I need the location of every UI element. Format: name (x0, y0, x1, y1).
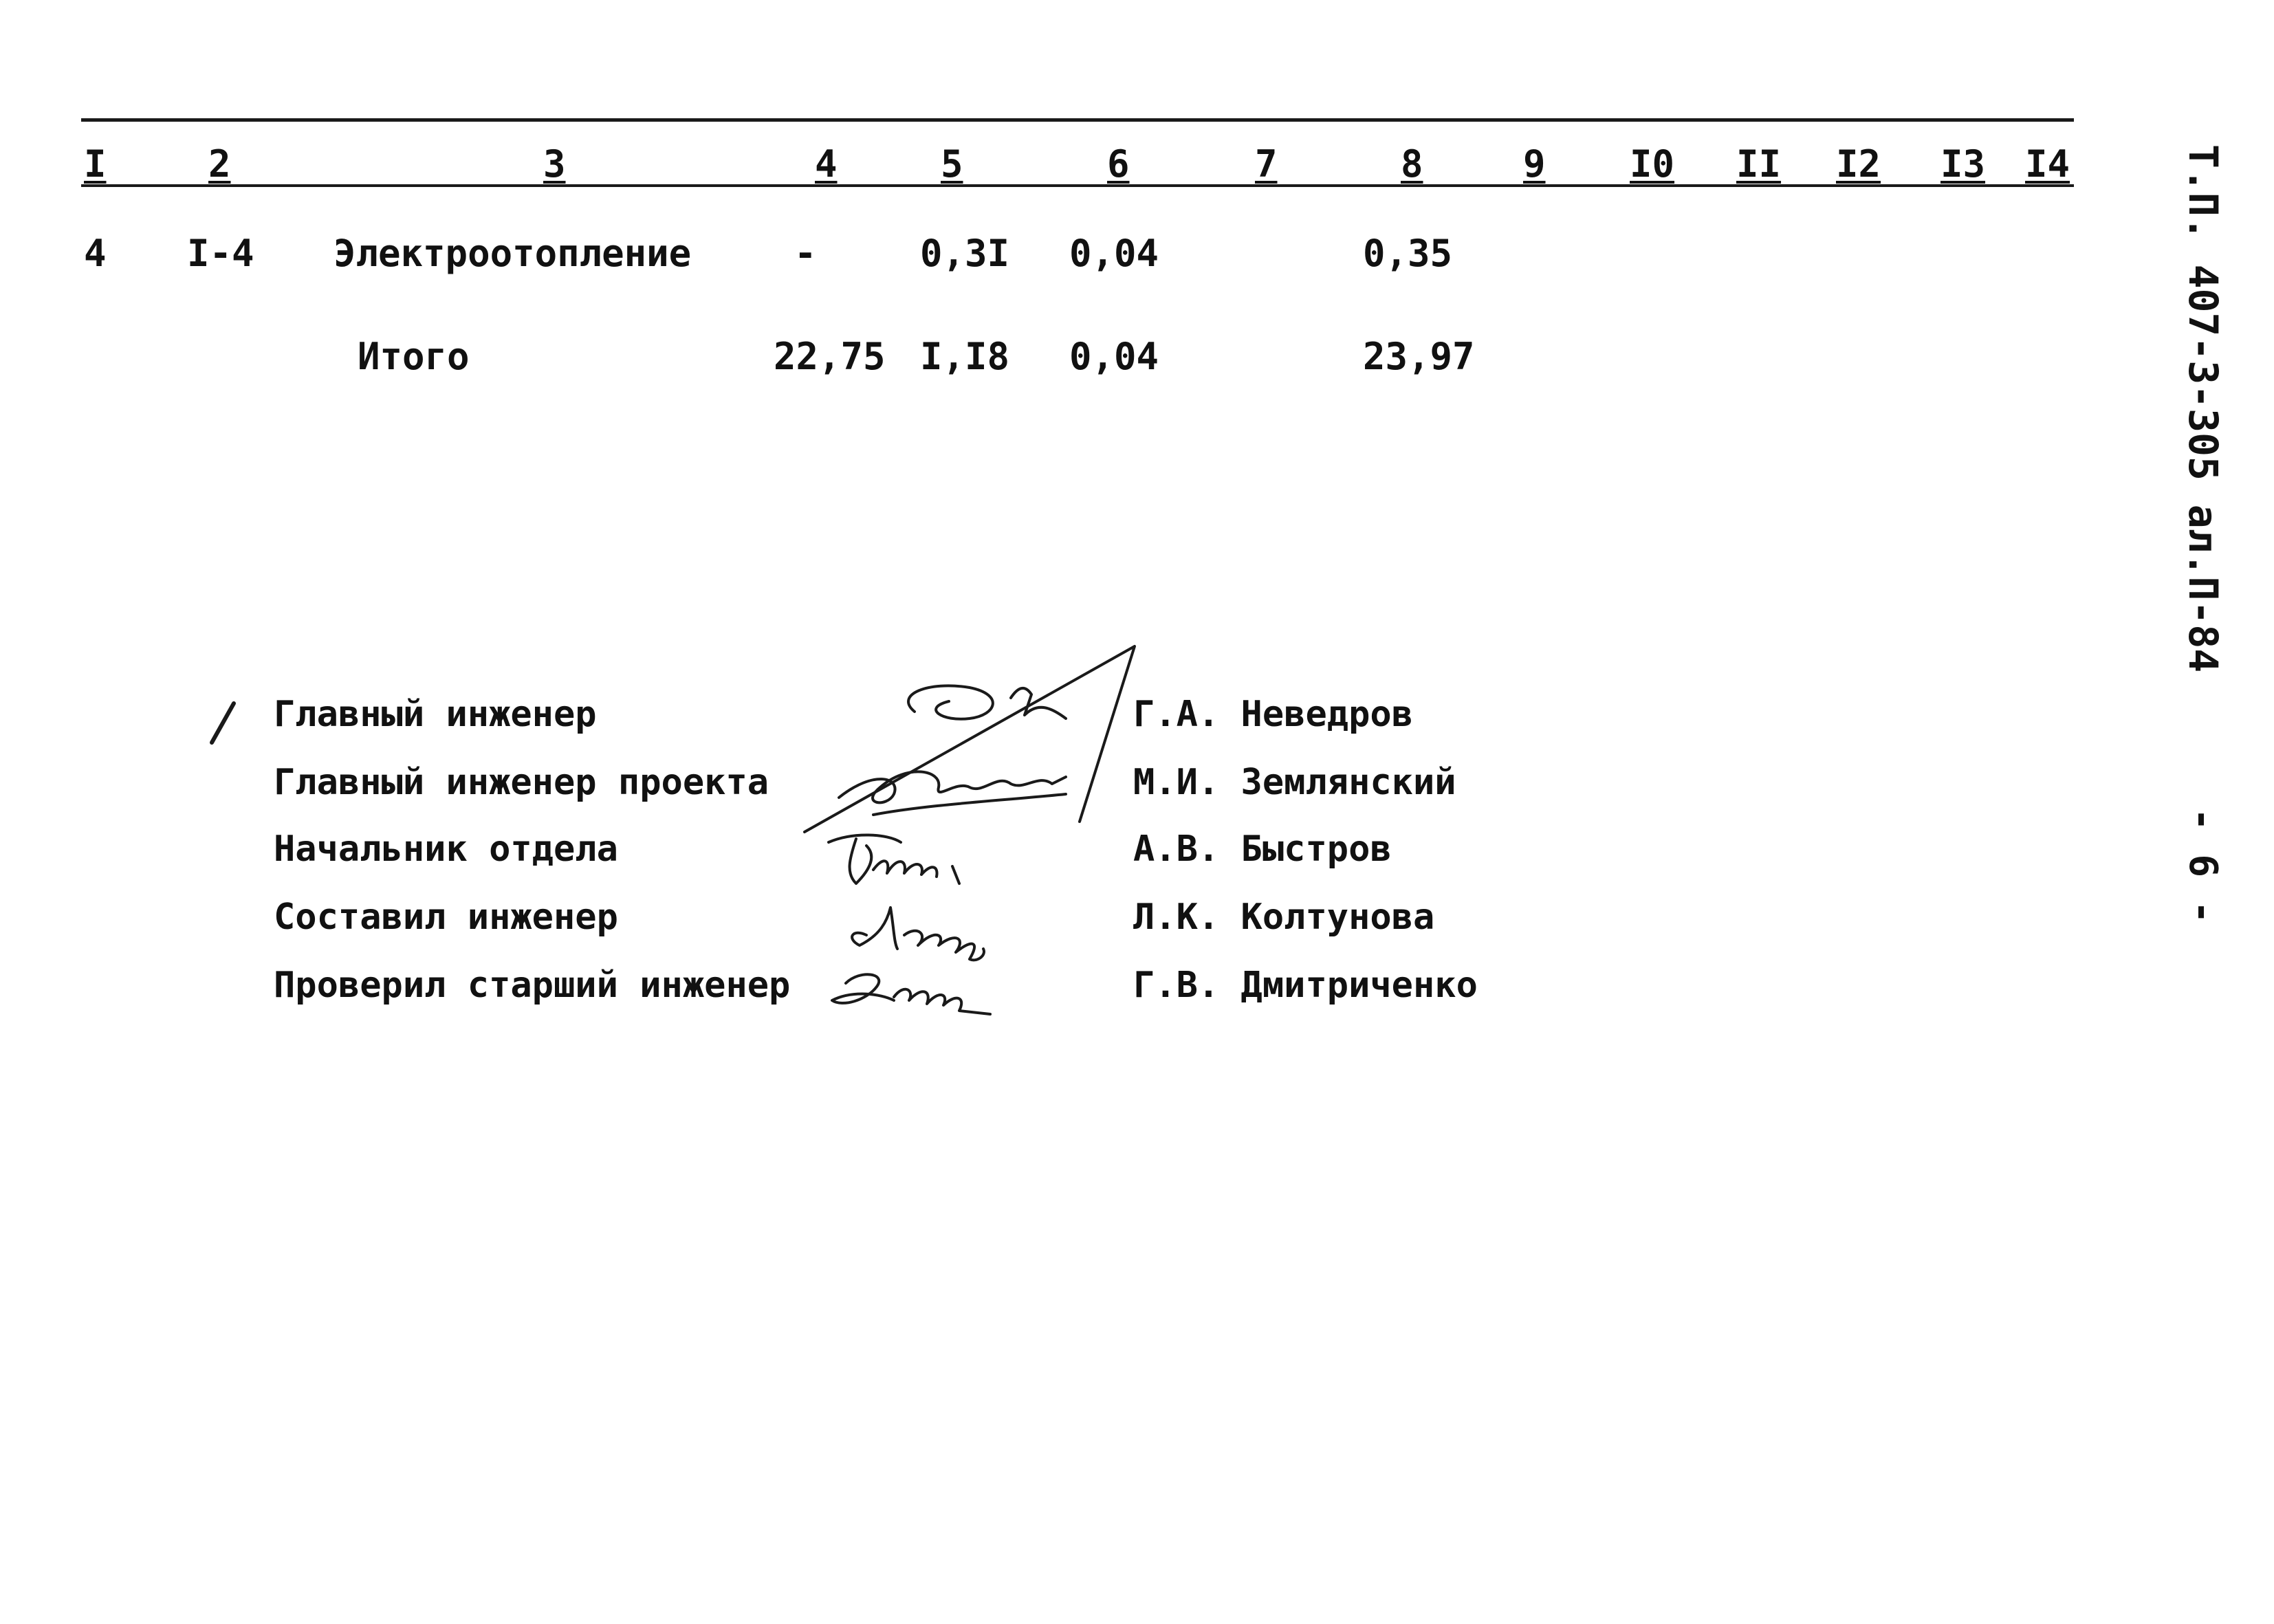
table-cell: 23,97 (1363, 335, 1475, 378)
table-cell: 4 (84, 232, 107, 275)
signer-name: Г.А. Неведров (1133, 694, 1413, 735)
table-header-rule (81, 184, 2074, 187)
table-cell: 0,35 (1363, 232, 1453, 275)
signer-name: М.И. Землянский (1133, 762, 1456, 803)
table-cell: 0,3I (920, 232, 1010, 275)
signer-title: Главный инженер проекта (274, 762, 769, 803)
check-mark-icon (206, 700, 241, 748)
column-header: 2 (208, 142, 231, 186)
signer-title: Проверил старший инженер (274, 965, 791, 1006)
column-header: I0 (1630, 142, 1675, 186)
column-header: I4 (2025, 142, 2070, 186)
table-cell: 0,04 (1069, 232, 1159, 275)
column-header: 9 (1523, 142, 1546, 186)
table-cell: 22,75 (774, 335, 886, 378)
signer-title: Составил инженер (274, 897, 618, 938)
column-header: I (84, 142, 107, 186)
table-cell: I-4 (187, 232, 254, 275)
column-header: 7 (1255, 142, 1278, 186)
signer-name: А.В. Быстров (1133, 829, 1392, 870)
column-header: 5 (941, 142, 963, 186)
handwritten-signatures (791, 633, 1148, 1031)
column-header: II (1736, 142, 1782, 186)
column-header: 3 (543, 142, 566, 186)
table-top-rule (81, 118, 2074, 122)
column-header: I3 (1940, 142, 1986, 186)
document-code: Т.П. 407-3-305 ал.П-84 (2180, 144, 2227, 673)
signer-name: Л.К. Колтунова (1133, 897, 1435, 938)
signer-name: Г.В. Дмитриченко (1133, 965, 1478, 1006)
page-number: - 6 - (2180, 808, 2225, 924)
table-cell: Итого (358, 335, 470, 378)
table-cell: 0,04 (1069, 335, 1159, 378)
table-cell: I,I8 (920, 335, 1010, 378)
column-header: I2 (1836, 142, 1881, 186)
column-header: 4 (815, 142, 838, 186)
column-header: 6 (1107, 142, 1130, 186)
table-cell: Электроотопление (334, 232, 692, 275)
table-cell: - (794, 232, 817, 275)
signer-title: Начальник отдела (274, 829, 618, 870)
column-header: 8 (1401, 142, 1423, 186)
signer-title: Главный инженер (274, 694, 597, 735)
